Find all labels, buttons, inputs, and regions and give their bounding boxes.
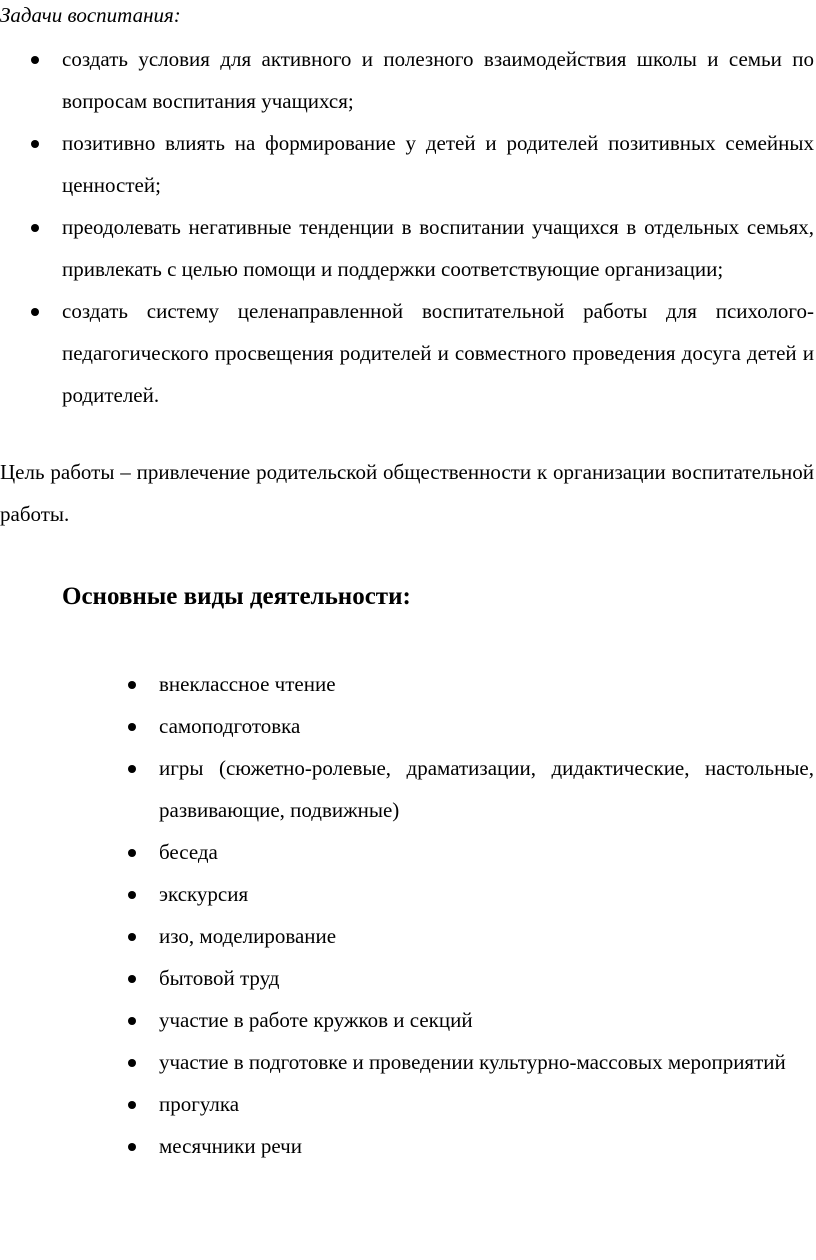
list-item: [62, 206, 814, 290]
list-item: [159, 1125, 814, 1167]
bullet-icon: [128, 1059, 136, 1067]
bullet-icon: [31, 224, 39, 232]
list-item: [159, 747, 814, 831]
list-item: [62, 38, 814, 122]
list-item: [159, 873, 814, 915]
list-item: [159, 705, 814, 747]
list-item-text: бытовой труд: [159, 966, 280, 990]
activities-list: [159, 663, 814, 1167]
list-item: [62, 290, 814, 416]
list-item-text: прогулка: [159, 1092, 240, 1116]
bullet-icon: [128, 1143, 136, 1151]
list-item-text: преодолевать негативные тенденции в воспитании учащихся в отдельных семьях, привлекать с целью помощи и поддержки соответствующие организации;: [62, 215, 814, 281]
bullet-icon: [128, 1101, 136, 1109]
list-item: [159, 999, 814, 1041]
goal-paragraph: Цель работы – привлечение родительской общественности к организации воспитательной работы.: [0, 460, 814, 526]
bullet-icon: [128, 975, 136, 983]
bullet-icon: [128, 723, 136, 731]
bullet-icon: [128, 1017, 136, 1025]
list-item-text: участие в подготовке и проведении культурно-массовых мероприятий: [159, 1050, 786, 1074]
list-item: [159, 831, 814, 873]
list-item: [159, 957, 814, 999]
tasks-heading: Задачи воспитания:: [0, 3, 181, 27]
list-item-text: самоподготовка: [159, 714, 301, 738]
list-item-text: создать систему целенаправленной воспитательной работы для психолого-педагогического просвещения родителей и совместного проведения досуга детей и родителей.: [62, 299, 814, 407]
activities-heading: Основные виды деятельности:: [62, 583, 411, 610]
bullet-icon: [128, 891, 136, 899]
list-item-text: беседа: [159, 840, 218, 864]
list-item-text: создать условия для активного и полезного взаимодействия школы и семьи по вопросам воспитания учащихся;: [62, 47, 814, 113]
bullet-icon: [128, 933, 136, 941]
list-item: [159, 1041, 814, 1083]
list-item-text: участие в работе кружков и секций: [159, 1008, 473, 1032]
bullet-icon: [31, 56, 39, 64]
list-item: [62, 122, 814, 206]
bullet-icon: [128, 765, 136, 773]
bullet-icon: [128, 849, 136, 857]
list-item: [159, 1083, 814, 1125]
list-item: [159, 915, 814, 957]
list-item-text: экскурсия: [159, 882, 249, 906]
bullet-icon: [31, 308, 39, 316]
list-item: [159, 663, 814, 705]
bullet-icon: [128, 681, 136, 689]
list-item-text: изо, моделирование: [159, 924, 337, 948]
bullet-icon: [31, 140, 39, 148]
list-item-text: позитивно влиять на формирование у детей и родителей позитивных семейных ценностей;: [62, 131, 814, 197]
list-item-text: месячники речи: [159, 1134, 302, 1158]
tasks-list: [62, 38, 814, 416]
list-item-text: игры (сюжетно-ролевые, драматизации, дидактические, настольные, развивающие, подвижные): [159, 756, 814, 822]
list-item-text: внеклассное чтение: [159, 672, 336, 696]
